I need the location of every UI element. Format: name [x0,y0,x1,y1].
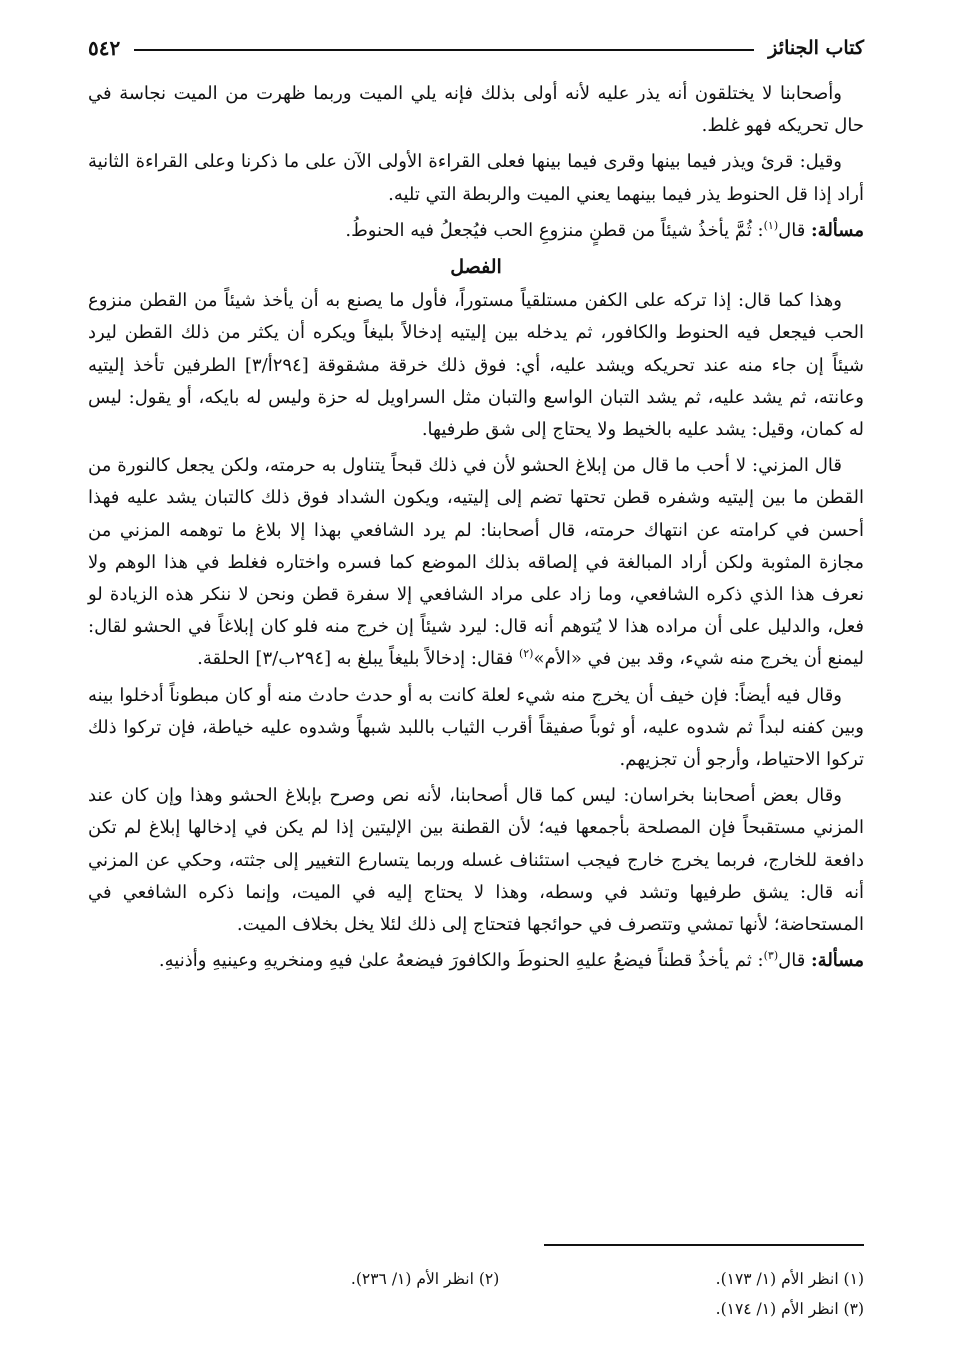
muzani-text-after: فقال: إدخالاً بليغاً يبلغ به [٢٩٤ب/٣] الحلقة. [197,648,519,670]
running-header [88,30,864,66]
footnote-1: (١) انظر الأم (١/ ١٧٣). [715,1270,864,1288]
page-number: ٥٤٢ [88,36,121,60]
fasl-paragraph-1: وهذا كما قال: إذا تركه على الكفن مستلقياً مستوراً، فأول ما يصنع به أن يأخذ شيئاً من القطن منزوع الحب فيجعل فيه الحنوط والكافور، ثم يدخله بين إليتيه إدخالاً بليغاً ويكره أن يكثر من ذلك القطن ليرد شيئاً إن جاء منه عند تحريكه ويشد عليه، أي: فوق ذلك خرقة مشقوقة [٢٩٤أ/٣] الطرفين تأخذ إليتيه وعانته، ثم يشد عليه، ثم يشد التبان الواسع والتبان مثل السراويل له حزة وليس له بايكه، أو يقول: ليس له كمان، وقيل: يشد عليه بالخيط ولا يحتاج إلى شق طرفيها. [88,290,864,441]
main-text [88,78,864,977]
footnote-row-1 [88,1264,864,1294]
masala-2-text-before: قال [778,950,812,972]
paragraph-khurasan: وقال بعض أصحابنا بخراسان: ليس كما قال أصحابنا، لأنه نص وصرح بإبلاغ الحشو وهذا وإن كان عند المزني مستقبحاً فإن المصلحة بأجمعها فيه؛ لأن القطنة بين الإليتين إذا لم يكن في إدخالها إبلاغ لم تكن دافعة للخارج، فربما يخرج خارج فيجب استئناف غسله وربما يتسارع التغيير إلى جثته، وحكي عن المزني أنه قال: يشق طرفيها وتشد في وسطه، وهذا لا يحتاج إليه في الميت، وإنما ذكره الشافعي في المستحاضة؛ لأنها تمشي وتتصرف في حوائجها فتحتاج إلى ذلك لئلا يخل بخلاف الميت. [88,785,864,936]
footnote-ref-2[interactable]: (٢) [518,647,534,661]
footnote-separator [544,1244,864,1246]
footnote-ref-1[interactable]: (١) [763,218,779,232]
masala-1 [88,215,864,247]
masala-1-label: مسألة: [811,219,864,241]
masala-1-text-after: : ثُمَّ يأخذُ شيئاً من قطنٍ منزوعِ الحب فيُجعلُ فيه الحنوطُ. [345,219,764,241]
paragraph-2: وقيل: قرئ ويذر فيما بينها وقرى فيما بينها فعلى القراءة الأولى الآن على ما ذكرنا وعلى القراءة الثانية أراد إذا قل الحنوط يذر فيما بينهما يعني الميت والربطة التي تليه. [88,151,864,205]
masala-1-text-before: قال [778,219,812,241]
footnotes [88,1264,864,1324]
fasl-heading: الفصل [450,256,502,279]
footnote-row-2 [88,1294,864,1324]
header-rule [134,49,754,51]
footnote-3: (٣) انظر الأم (١/ ١٧٤). [715,1300,864,1318]
muzani-paragraph [88,450,864,675]
book-title: كتاب الجنائز [768,37,864,59]
masala-2 [88,945,864,977]
page [88,30,864,1350]
paragraph-also: وقال فيه أيضاً: فإن خيف أن يخرج منه شيء لعلة كانت به أو حدث حادث منه أو كان مبطوناً أدخلوا بينه وبين كفنه لبداً ثم شدوه عليه، أو ثوباً صفيقاً أقرب الثياب باللبد شبهاً وشدوه عليه خياطة، فإن تركوا ذلك تركوا الاحتياط، وأرجو أن تجزيهم. [88,684,864,771]
masala-2-text-after: : ثم يأخذُ قطناً فيضعُ عليهِ الحنوطَ والكافورَ فيضعهُ علىٰ فيهِ ومنخريهِ وعينيهِ وأذنيهِ. [158,950,764,972]
muzani-text-before: قال المزني: لا أحب ما قال من إبلاغ الحشو لأن في ذلك قبحاً يتناول به حرمته، ولكن يجعل كالنورة من القطن ما بين إليتيه وشفره قطن تحتها تضم إلى إليتيه، ويكون الشداد فوق ذلك كالتبان يشد عليه فهذا أحسن في كرامته عن انتهاك حرمته، قال أصحابنا: لم يرد الشافعي بهذا إلا بلاغ ما توهمه المزني من مجازة المثوبة ولكن أراد المبالغة في إلصاقه بذلك الموضع كما فسره واختاره فغلط في هذا الوهم ولا نعرف هذا الذي ذكره الشافعي، وما زاد على مراد الشافعي إلا سفرة قطن ونحن لا ننكر هذه الزيادة لو فعل، والدليل على أن مراده هذا لا يُتوهم أنه قال: ليرد شيئاً إن خرج منه فلو كان إبلاغاً في الحشو لقال: ليمنع أن يخرج منه شيء، وقد بين في «الأم» [88,455,864,670]
masala-2-label: مسألة: [811,950,864,972]
footnote-ref-3[interactable]: (٣) [763,949,779,963]
footnote-2: (٢) انظر الأم (١/ ٢٣٦). [350,1270,500,1288]
paragraph-1: وأصحابنا لا يختلقون أنه يذر عليه لأنه أولى بذلك فإنه يلي الميت وربما ظهرت من الميت نجاسة في حال تحريكه فهو غلط. [88,83,864,137]
